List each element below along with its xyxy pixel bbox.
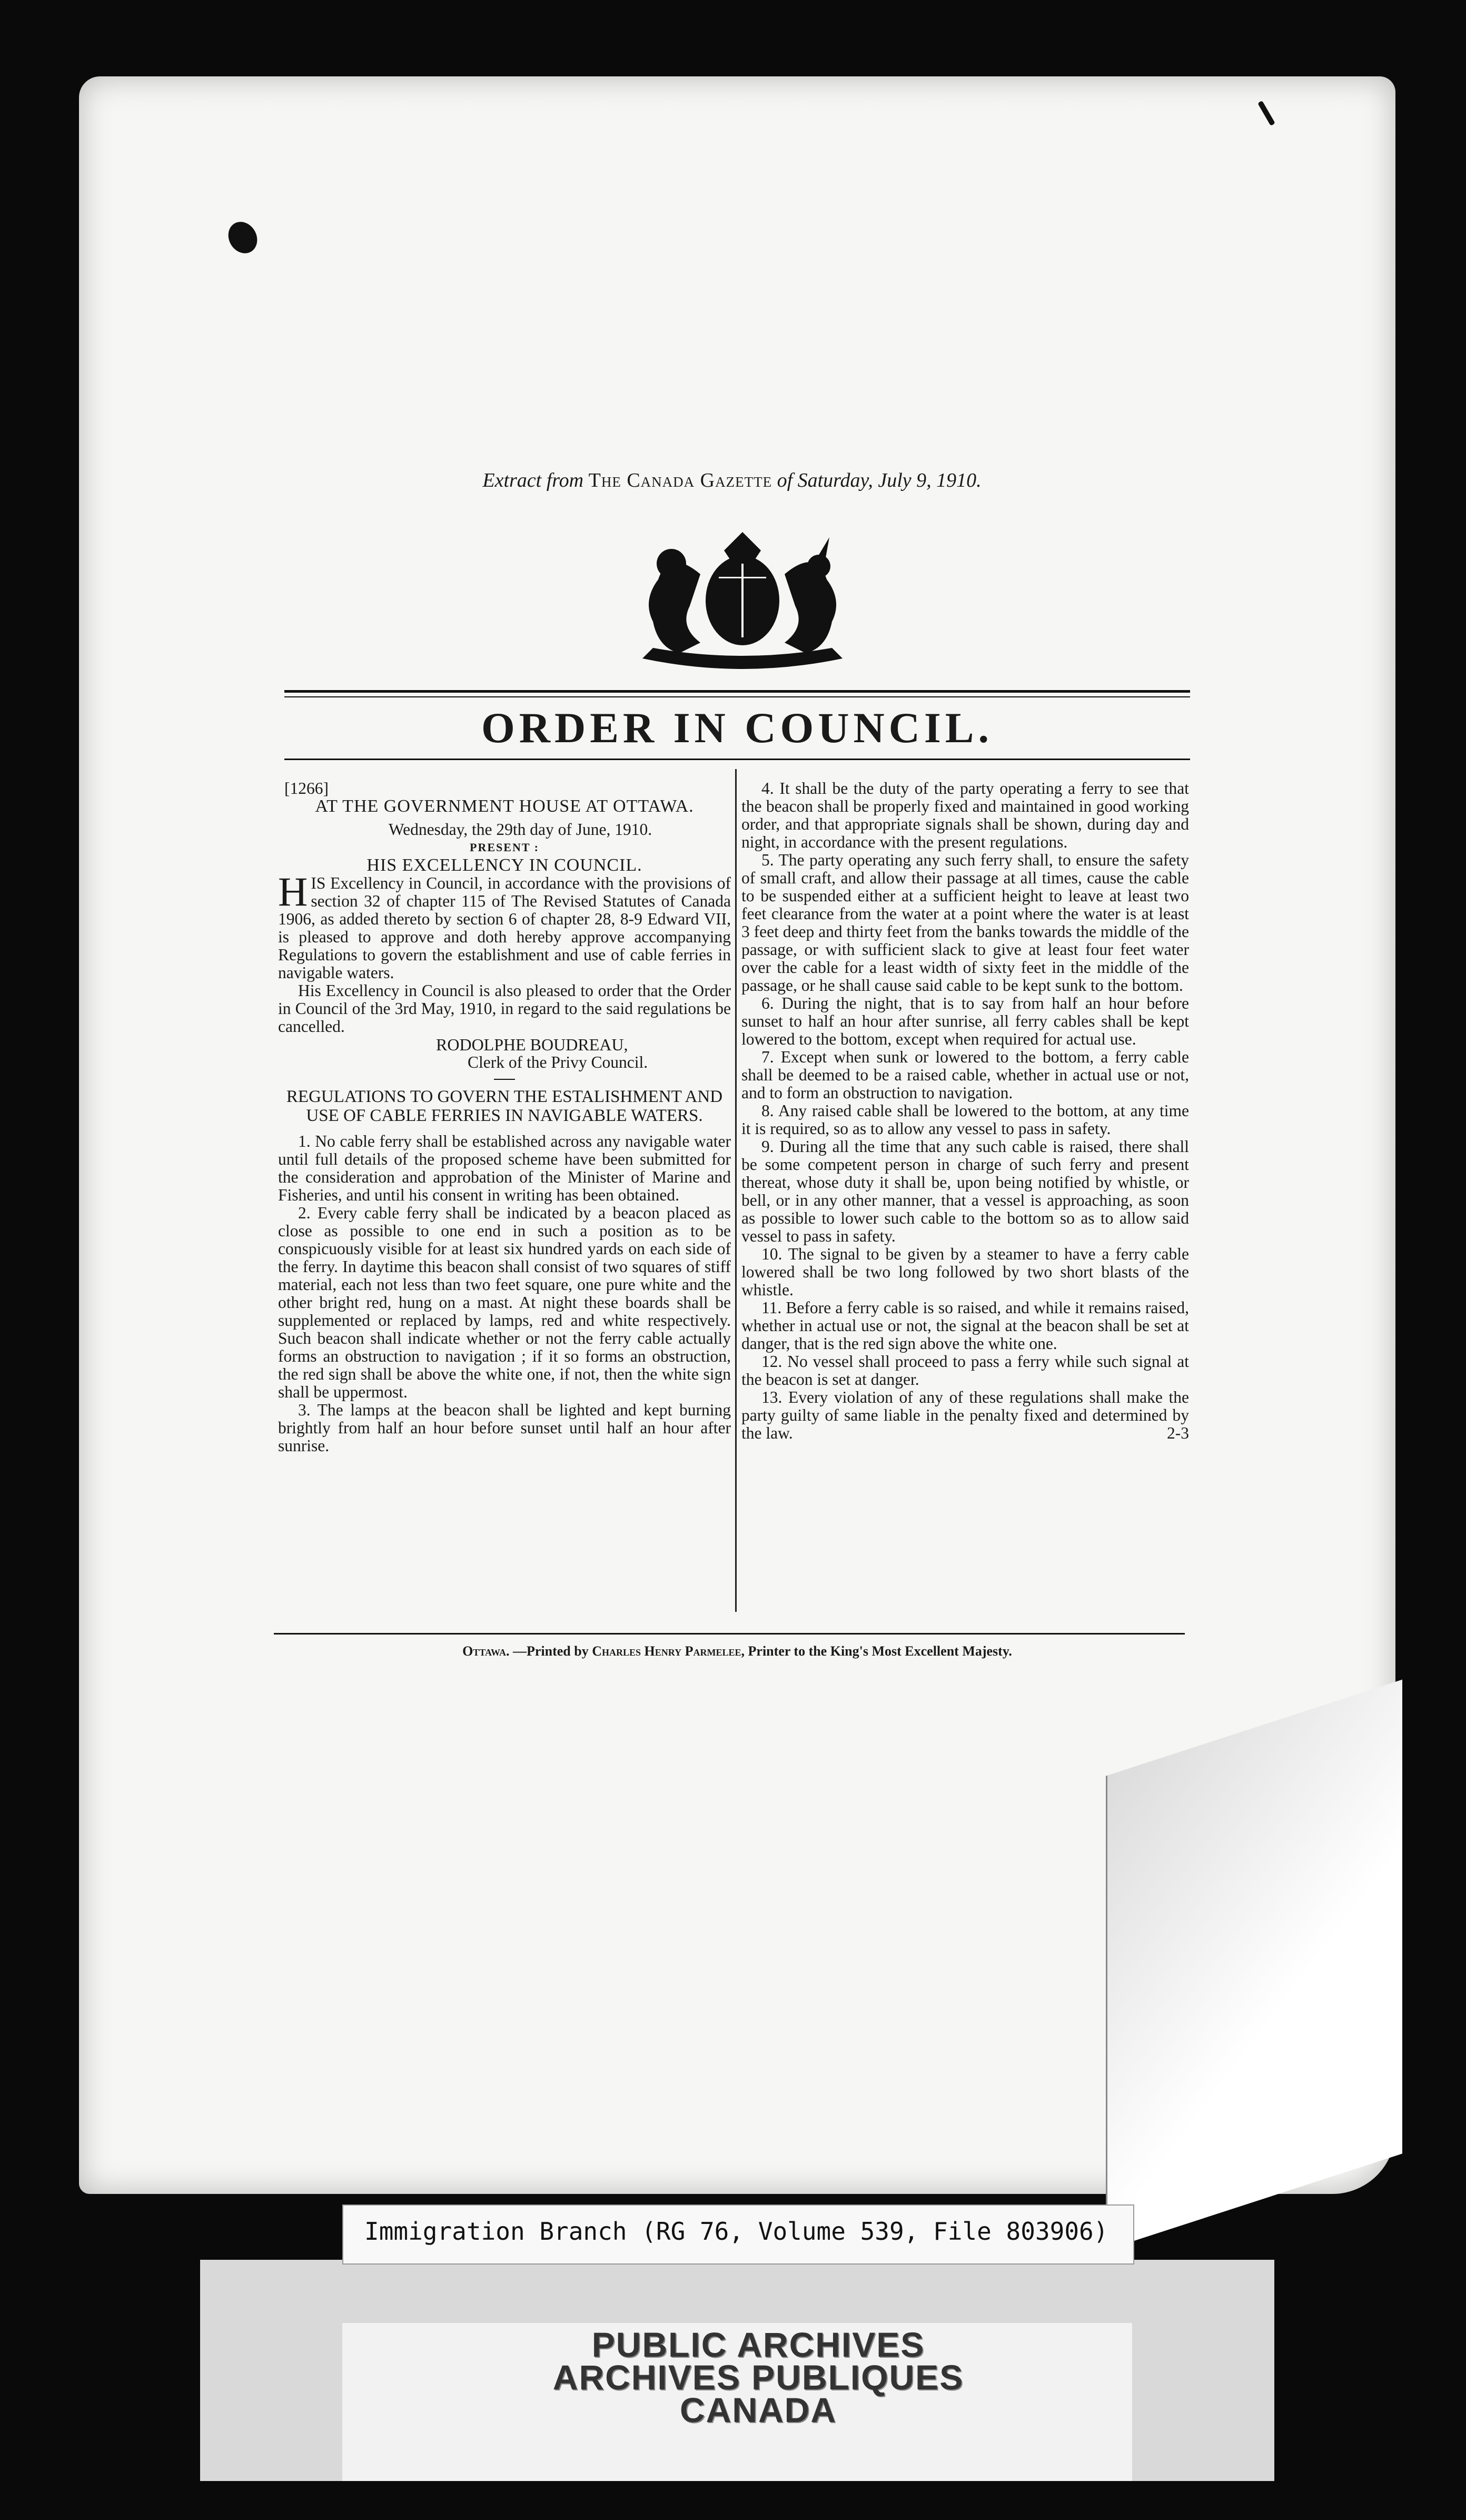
regulation-item: 11. Before a ferry cable is so raised, and while it remains raised, whether in actual use or not, the signal at the beacon shall be set at danger, that is the red sign above the white one.	[741, 1298, 1189, 1353]
regulation-item: 4. It shall be the duty of the party operating a ferry to see that the beacon shall be properly fixed and maintained in good working order, and that appropriate signals shall be shown, during day and night, in accordance with the present regulations.	[741, 779, 1189, 851]
regulation-item: 9. During all the time that any such cable is raised, there shall be some competent person in charge of such ferry and present thereat, whose duty it shall be, upon being notified by whistle, or bell, or in any other manner, that a vessel is approaching, as soon as possible to lower such cable to the bottom so as to allow said vessel to pass in safety.	[741, 1137, 1189, 1245]
regulation-item: 12. No vessel shall proceed to pass a ferry while such signal at the beacon is set at danger.	[741, 1352, 1189, 1389]
regulations-heading: REGULATIONS TO GOVERN THE ESTALISHMENT AND USE OF CABLE FERRIES IN NAVIGABLE WATERS.	[286, 1087, 723, 1125]
printer-mid: —Printed by	[513, 1643, 589, 1659]
extract-source: The Canada Gazette	[588, 469, 772, 491]
present-label: PRESENT :	[470, 841, 539, 854]
signatory-title: Clerk of the Privy Council.	[468, 1053, 648, 1071]
stamp-line-3: CANADA	[680, 2390, 837, 2429]
date-line: Wednesday, the 29th day of June, 1910.	[388, 820, 652, 839]
drop-cap: H	[278, 869, 308, 914]
column-divider	[735, 769, 737, 1612]
page-mark: 2-3	[1167, 1424, 1189, 1442]
intro-text: IS Excellency in Council, in accordance with the provisions of section 32 of chapter 115 of The Revised Statutes of Canada 1906, as added thereto by section 6 of chapter 28, 8-9 Edward VII, is pleased to approve and doth hereby approve accompanying Regulations to govern the establishment and use of cable ferries in navigable waters.	[278, 874, 731, 982]
stamp-line-1: PUBLIC ARCHIVES	[591, 2325, 925, 2364]
folded-corner	[1106, 1680, 1402, 2250]
stamp-line-2: ARCHIVES PUBLIQUES	[552, 2358, 964, 2397]
page-title: ORDER IN COUNCIL.	[481, 704, 993, 752]
footer-rule	[274, 1633, 1185, 1635]
printer-line	[274, 1643, 1201, 1659]
title-rule-bottom	[284, 759, 1190, 760]
intro-paragraph	[278, 869, 731, 982]
section-rule	[494, 1079, 515, 1080]
excellency-heading: HIS EXCELLENCY IN COUNCIL.	[366, 855, 642, 875]
regulation-item: 10. The signal to be given by a steamer to have a ferry cable lowered shall be two long followed by two short blasts of the whistle.	[741, 1245, 1189, 1299]
regulation-item: 1. No cable ferry shall be established across any navigable water until full details of the proposed scheme have been submitted for the consideration and approbation of the Minister of Marine and Fisheries, and until his consent in writing has been obtained.	[278, 1132, 731, 1204]
order-number: [1266]	[284, 779, 329, 798]
right-column	[741, 780, 1189, 1442]
left-column	[278, 780, 731, 1455]
location-heading: AT THE GOVERNMENT HOUSE AT OTTAWA.	[315, 796, 694, 816]
archive-label	[342, 2204, 1134, 2265]
extract-prefix: Extract from	[482, 469, 584, 491]
archive-label-text: Immigration Branch (RG 76, Volume 539, File 803906)	[364, 2217, 1108, 2246]
printer-city: Ottawa.	[462, 1643, 510, 1659]
title-rule-top-thin	[284, 696, 1190, 697]
regulation-item: 2. Every cable ferry shall be indicated by a beacon placed as close as possible to one end in such a position as to be conspicuously visible for at least six hundred yards on each side of the ferry. In daytime this beacon shall consist of two squares of stiff material, each not less than two feet square, one pure white and the other bright red, hung on a mast. At night these boards shall be supplemented or replaced by lamps, red and white respectively. Such beacon shall indicate whether or not the ferry cable actually forms an obstruction to navigation ; if it so forms an obstruction, the red sign shall be above the white one, if not, then the white sign shall be uppermost.	[278, 1204, 731, 1401]
regulation-item: 6. During the night, that is to say from half an hour before sunset to half an hour after sunrise, all ferry cables shall be kept lowered to the bottom, except when required for actual use.	[741, 994, 1189, 1048]
extract-suffix: of Saturday, July 9, 1910.	[777, 469, 982, 491]
regulation-item: 7. Except when sunk or lowered to the bottom, a ferry cable shall be deemed to be a raised cable, whether in actual use or not, and to form an obstruction to navigation.	[741, 1048, 1189, 1102]
regulation-item: 5. The party operating any such ferry shall, to ensure the safety of small craft, and allow their passage at all times, cause the cable to be suspended either at a sufficient height to leave at least two feet clearance from the water at a point where the water is at least 3 feet deep and thirty feet from the banks towards the middle of the passage, or with sufficient slack to give at least four feet water over the cable for a least width of sixty feet in the middle of the passage, or he shall cause said cable to be kept sunk to the bottom.	[741, 851, 1189, 995]
regulation-item: 13. Every violation of any of these regulations shall make the party guilty of same liable in the penalty fixed and determined by the law.	[741, 1388, 1189, 1442]
regulation-item: 3. The lamps at the beacon shall be lighted and kept burning brightly from half an hour before sunset until half an hour after sunrise.	[278, 1401, 731, 1455]
archives-stamp	[548, 2325, 969, 2429]
printer-rest: Printer to the King's Most Excellent Majesty.	[748, 1643, 1012, 1659]
title-rule-top	[284, 690, 1190, 693]
cancel-paragraph: His Excellency in Council is also pleased to order that the Order in Council of the 3rd May, 1910, in regard to the said regulations be cancelled.	[278, 981, 731, 1036]
printer-name: Charles Henry Parmelee,	[592, 1643, 745, 1659]
extract-line	[284, 469, 1180, 492]
regulation-item: 8. Any raised cable shall be lowered to the bottom, at any time it is required, so as to allow any vessel to pass in safety.	[741, 1101, 1189, 1138]
signatory-name: RODOLPHE BOUDREAU,	[436, 1035, 628, 1054]
royal-coat-of-arms-icon	[621, 527, 864, 669]
